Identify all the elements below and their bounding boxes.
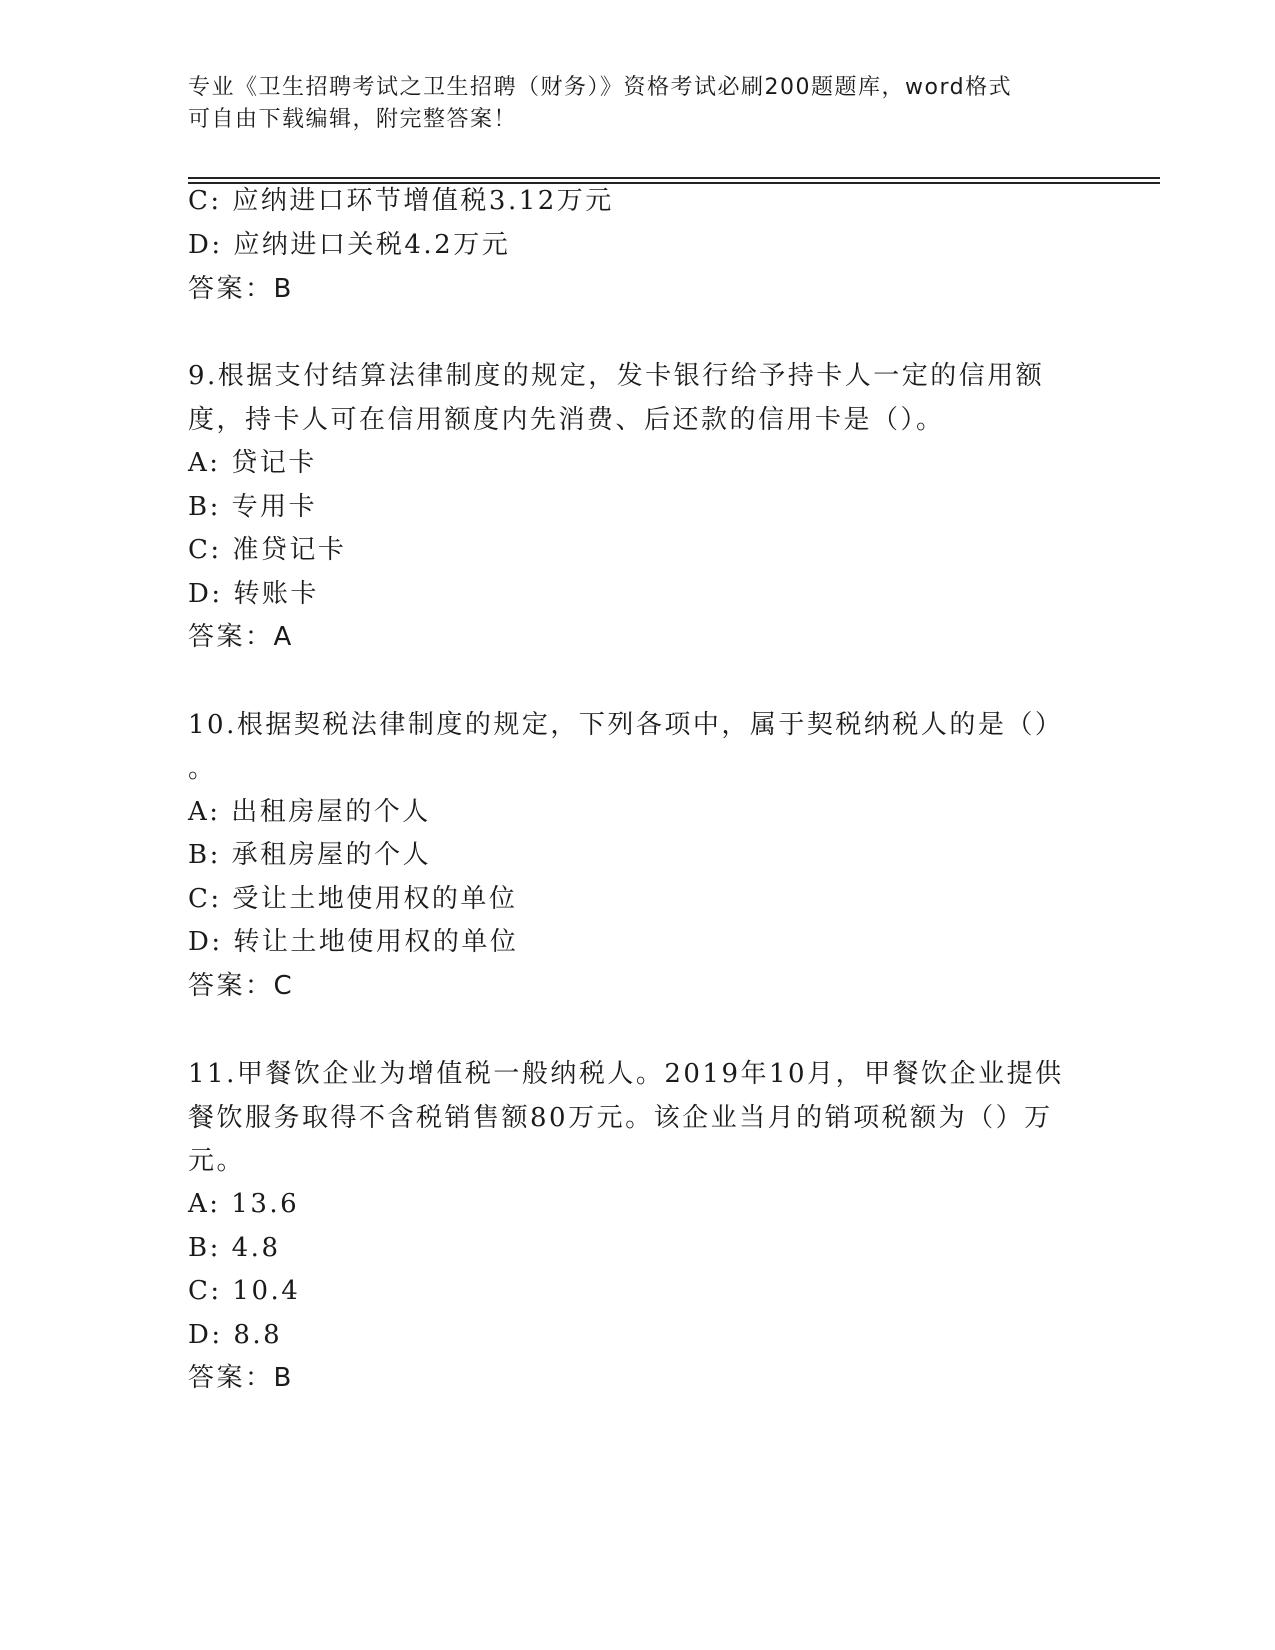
q9-option-a: A: 贷记卡 bbox=[188, 448, 317, 478]
q8-option-d: D: 应纳进口关税4.2万元 bbox=[188, 230, 511, 260]
q9-stem-line-1: 9.根据支付结算法律制度的规定，发卡银行给予持卡人一定的信用额 bbox=[188, 361, 1045, 391]
q9-answer: 答案：A bbox=[188, 622, 294, 652]
q9-option-d: D: 转账卡 bbox=[188, 579, 319, 609]
q10-stem-line-2: 。 bbox=[188, 754, 217, 784]
q11-stem-line-1: 11.甲餐饮企业为增值税一般纳税人。2019年10月，甲餐饮企业提供 bbox=[188, 1059, 1064, 1089]
q9-option-b: B: 专用卡 bbox=[188, 492, 318, 522]
q11-stem-line-3: 元。 bbox=[188, 1146, 246, 1176]
q10-option-d: D: 转让土地使用权的单位 bbox=[188, 927, 519, 957]
q8-answer: 答案：B bbox=[188, 274, 294, 304]
document-header bbox=[188, 72, 1068, 136]
header-line-2: 可自由下载编辑，附完整答案！ bbox=[188, 107, 518, 132]
q10-option-c: C: 受让土地使用权的单位 bbox=[188, 884, 518, 914]
header-divider-top bbox=[188, 177, 1160, 179]
q11-option-d: D: 8.8 bbox=[188, 1320, 283, 1350]
q11-option-c: C: 10.4 bbox=[188, 1276, 301, 1306]
q10-answer: 答案：C bbox=[188, 971, 295, 1001]
q10-stem-line-1: 10.根据契税法律制度的规定，下列各项中，属于契税纳税人的是（） bbox=[188, 710, 1064, 740]
q9-option-c: C: 准贷记卡 bbox=[188, 535, 347, 565]
q10-option-b: B: 承租房屋的个人 bbox=[188, 840, 432, 870]
q8-option-c: C: 应纳进口环节增值税3.12万元 bbox=[188, 186, 614, 216]
q10-option-a: A: 出租房屋的个人 bbox=[188, 797, 431, 827]
q9-stem-line-2: 度，持卡人可在信用额度内先消费、后还款的信用卡是（）。 bbox=[188, 405, 945, 435]
header-line-1: 专业《卫生招聘考试之卫生招聘（财务）》资格考试必刷200题题库，word格式 bbox=[188, 75, 1013, 100]
q11-stem-line-2: 餐饮服务取得不含税销售额80万元。该企业当月的销项税额为（）万 bbox=[188, 1103, 1053, 1133]
q11-answer: 答案：B bbox=[188, 1363, 294, 1393]
q11-option-a: A: 13.6 bbox=[188, 1189, 300, 1219]
q11-option-b: B: 4.8 bbox=[188, 1233, 281, 1263]
